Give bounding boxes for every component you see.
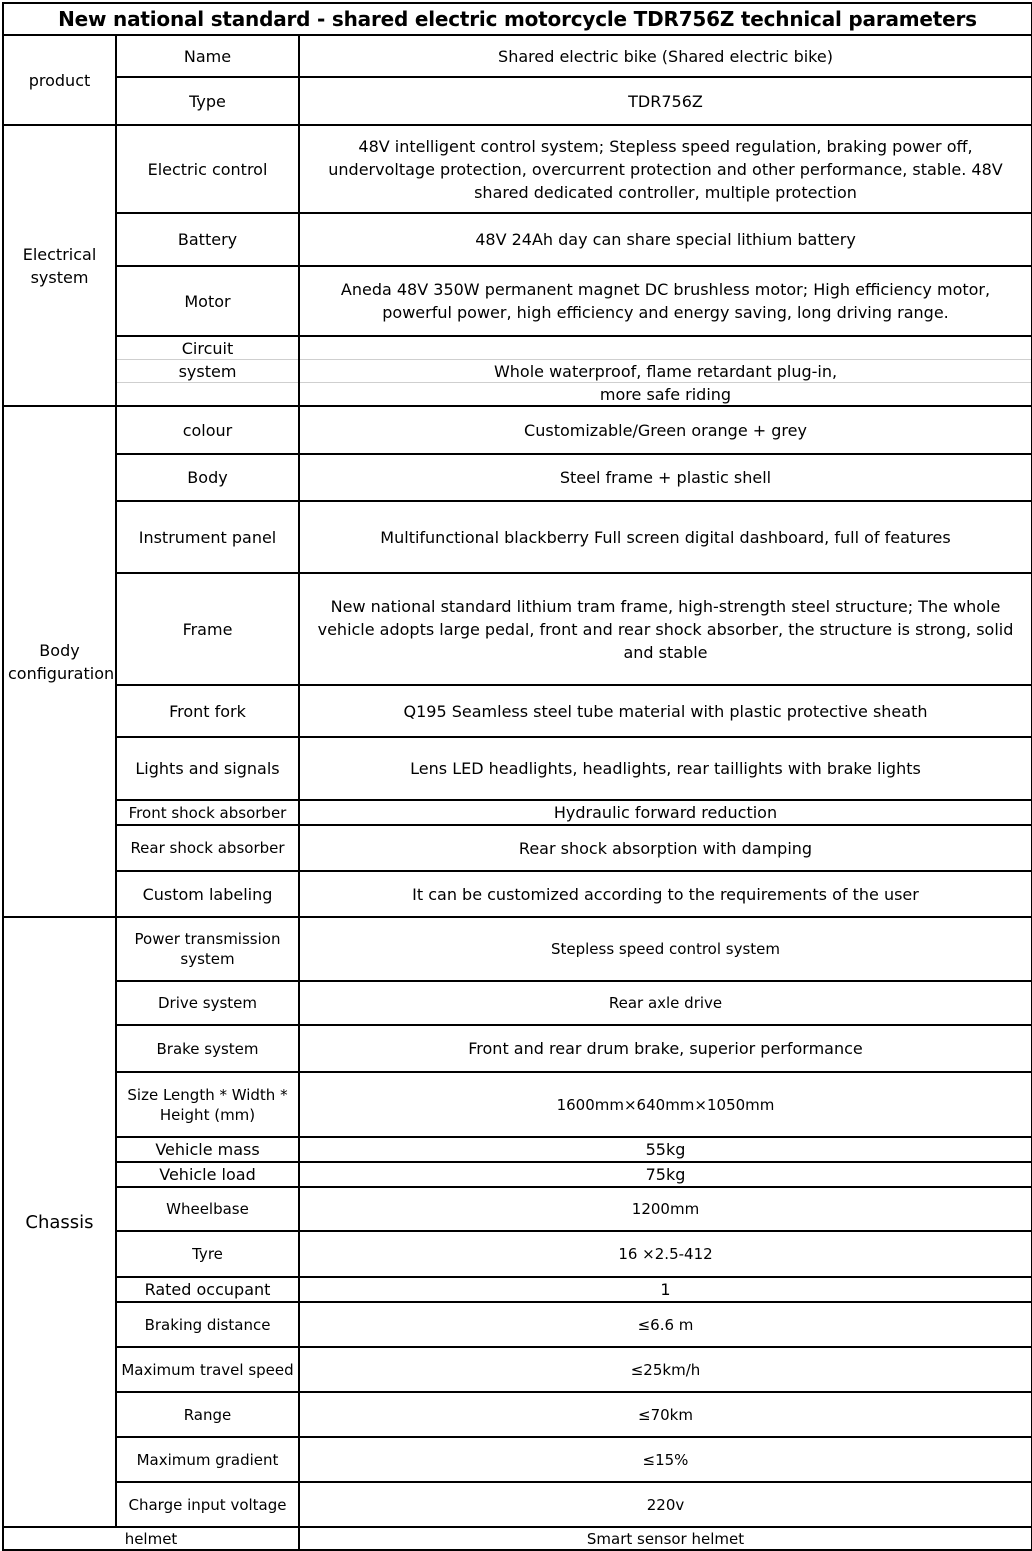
table-row — [3, 454, 1032, 501]
param-name: Body — [116, 454, 299, 501]
table-row — [3, 1187, 1032, 1231]
param-name: Size Length * Width * Height (mm) — [116, 1072, 299, 1137]
param-name: Front fork — [116, 685, 299, 737]
table-row — [3, 1025, 1032, 1072]
param-name-helmet: helmet — [3, 1527, 299, 1550]
table-row — [3, 1392, 1032, 1437]
param-value: 55kg — [299, 1137, 1032, 1162]
circuit-name-cell — [117, 337, 298, 405]
table-row — [3, 800, 1032, 825]
param-value: 220v — [299, 1482, 1032, 1527]
table-row — [3, 1162, 1032, 1187]
table-row — [3, 825, 1032, 871]
param-name: Brake system — [116, 1025, 299, 1072]
param-value: Front and rear drum brake, superior performance — [299, 1025, 1032, 1072]
section-label-body — [3, 406, 116, 917]
param-value: New national standard lithium tram frame, high-strength steel structure; The whole vehicle adopts large pedal, front and rear shock absorber, the structure is strong, solid and stable — [299, 573, 1032, 685]
param-value: ≤25km/h — [299, 1347, 1032, 1392]
param-name: Front shock absorber — [116, 800, 299, 825]
param-name: Wheelbase — [116, 1187, 299, 1231]
table-row — [3, 1231, 1032, 1277]
spec-table — [2, 2, 1032, 1551]
param-value: TDR756Z — [299, 77, 1032, 125]
section-label-line: Body — [39, 640, 80, 660]
table-row — [3, 917, 1032, 981]
table-row — [3, 501, 1032, 573]
param-value: Customizable/Green orange + grey — [299, 406, 1032, 454]
table-row — [3, 406, 1032, 454]
table-row — [3, 1302, 1032, 1347]
param-name: Battery — [116, 213, 299, 266]
param-name: Frame — [116, 573, 299, 685]
table-row — [3, 266, 1032, 336]
table-row — [3, 1482, 1032, 1527]
param-name: Electric control — [116, 125, 299, 213]
section-label-electrical — [3, 125, 116, 406]
param-value: Stepless speed control system — [299, 917, 1032, 981]
param-value: Hydraulic forward reduction — [299, 800, 1032, 825]
table-row — [3, 737, 1032, 800]
param-name: Drive system — [116, 981, 299, 1025]
param-name: Vehicle mass — [116, 1137, 299, 1162]
param-value: 1200mm — [299, 1187, 1032, 1231]
param-value: 48V intelligent control system; Stepless speed regulation, braking power off, undervoltage protection, overcurrent protection and other performance, stable. 48V shared dedicated controller, multiple protection — [299, 125, 1032, 213]
table-row — [3, 1277, 1032, 1302]
circuit-value-cell — [300, 337, 1031, 405]
table-row — [3, 573, 1032, 685]
table-row — [3, 125, 1032, 213]
param-value: Rear axle drive — [299, 981, 1032, 1025]
param-name: Name — [116, 35, 299, 77]
param-value: Steel frame + plastic shell — [299, 454, 1032, 501]
param-name: colour — [116, 406, 299, 454]
section-label-product: product — [3, 35, 116, 125]
param-value: 16 ×2.5-412 — [299, 1231, 1032, 1277]
param-value: 1600mm×640mm×1050mm — [299, 1072, 1032, 1137]
circuit-name-line: system — [178, 362, 237, 381]
circuit-value-line: more safe riding — [599, 385, 732, 404]
section-label-line: Electrical — [22, 244, 97, 264]
param-name: Maximum travel speed — [116, 1347, 299, 1392]
param-name-circuit — [116, 336, 299, 406]
param-name: Motor — [116, 266, 299, 336]
param-name: Charge input voltage — [116, 1482, 299, 1527]
param-name: Tyre — [116, 1231, 299, 1277]
param-name: Braking distance — [116, 1302, 299, 1347]
table-row — [3, 336, 1032, 406]
param-value: Multifunctional blackberry Full screen digital dashboard, full of features — [299, 501, 1032, 573]
param-value-helmet: Smart sensor helmet — [299, 1527, 1032, 1550]
param-value: 48V 24Ah day can share special lithium battery — [299, 213, 1032, 266]
param-name: Maximum gradient — [116, 1437, 299, 1482]
param-value: Shared electric bike (Shared electric bike) — [299, 35, 1032, 77]
table-row — [3, 685, 1032, 737]
param-name: Lights and signals — [116, 737, 299, 800]
table-row — [3, 77, 1032, 125]
table-row — [3, 1137, 1032, 1162]
table-row — [3, 1347, 1032, 1392]
table-row — [3, 1437, 1032, 1482]
param-name: Type — [116, 77, 299, 125]
table-row — [3, 871, 1032, 917]
param-value: Rear shock absorption with damping — [299, 825, 1032, 871]
table-row — [3, 1072, 1032, 1137]
circuit-value-line: Whole waterproof, flame retardant plug-in, — [493, 362, 838, 381]
param-value: ≤70km — [299, 1392, 1032, 1437]
param-value: 75kg — [299, 1162, 1032, 1187]
param-name: Range — [116, 1392, 299, 1437]
section-label-line: configuration — [8, 663, 115, 683]
table-row — [3, 981, 1032, 1025]
param-value: ≤6.6 m — [299, 1302, 1032, 1347]
table-row — [3, 213, 1032, 266]
circuit-name-line: Circuit — [181, 339, 234, 358]
param-name: Instrument panel — [116, 501, 299, 573]
table-row — [3, 1527, 1032, 1550]
param-name: Vehicle load — [116, 1162, 299, 1187]
param-name: Custom labeling — [116, 871, 299, 917]
param-name: Rated occupant — [116, 1277, 299, 1302]
param-name: Rear shock absorber — [116, 825, 299, 871]
table-title: New national standard - shared electric motorcycle TDR756Z technical parameters — [3, 3, 1032, 35]
param-value: ≤15% — [299, 1437, 1032, 1482]
param-value: 1 — [299, 1277, 1032, 1302]
title-row — [3, 3, 1032, 35]
param-value: Aneda 48V 350W permanent magnet DC brushless motor; High efficiency motor, powerful power, high efficiency and energy saving, long driving range. — [299, 266, 1032, 336]
section-label-chassis: Chassis — [3, 917, 116, 1527]
section-label-line: system — [30, 267, 89, 287]
param-value-circuit — [299, 336, 1032, 406]
param-name: Power transmission system — [116, 917, 299, 981]
param-value: Q195 Seamless steel tube material with plastic protective sheath — [299, 685, 1032, 737]
table-row — [3, 35, 1032, 77]
param-value: It can be customized according to the requirements of the user — [299, 871, 1032, 917]
param-value: Lens LED headlights, headlights, rear taillights with brake lights — [299, 737, 1032, 800]
